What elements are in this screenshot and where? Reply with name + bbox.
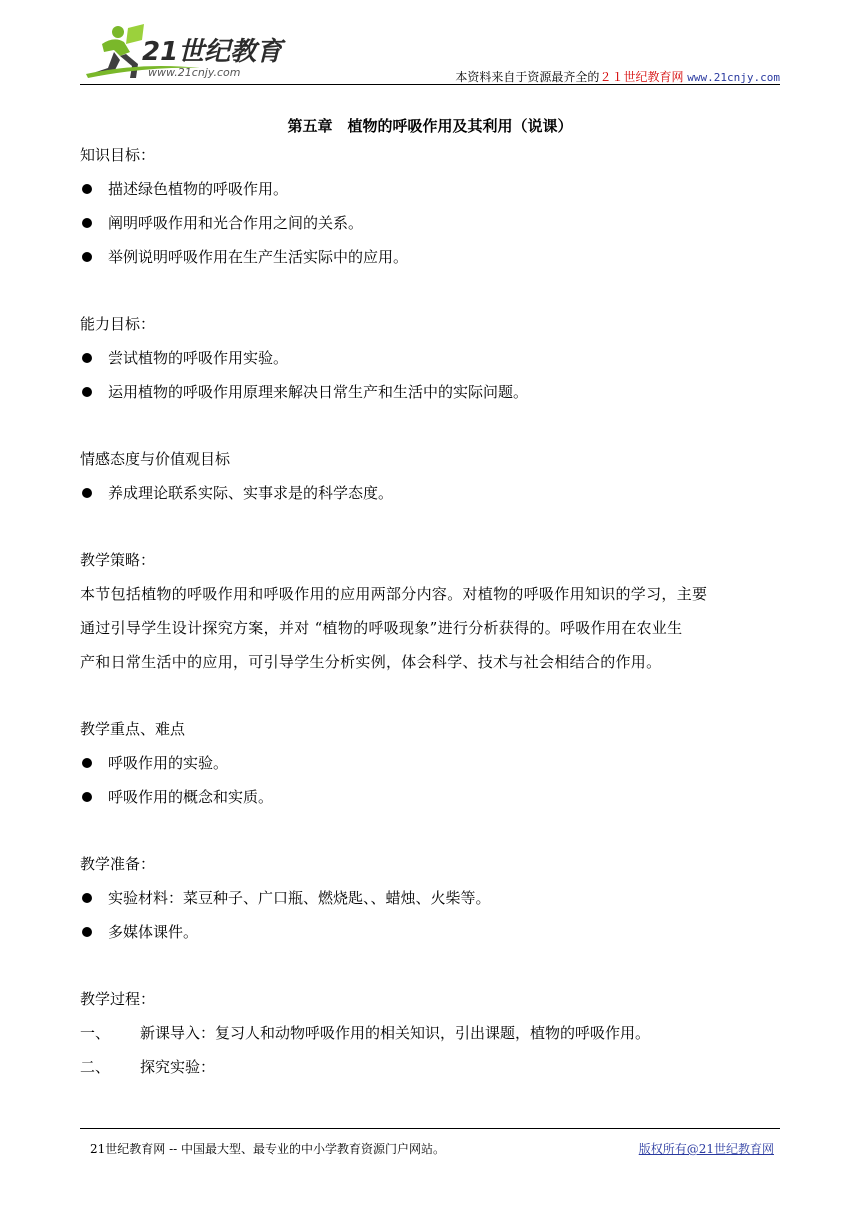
bullet-icon: [82, 792, 92, 802]
list-item: 实验材料：菜豆种子、广口瓶、燃烧匙、、蜡烛、火柴等。: [80, 881, 780, 915]
paragraph-line: 产和日常生活中的应用，可引导学生分析实例，体会科学、技术与社会相结合的作用。: [80, 653, 662, 671]
list-item: 举例说明呼吸作用在生产生活实际中的应用。: [80, 240, 780, 274]
process-step: [80, 1050, 780, 1084]
list-item: 呼吸作用的概念和实质。: [80, 780, 780, 814]
header-source-note: [455, 68, 780, 85]
prep-heading: 教学准备：: [80, 855, 156, 873]
site-logo: [80, 22, 290, 82]
keypoints-heading: 教学重点、难点: [80, 720, 186, 738]
list-item: 多媒体课件。: [80, 915, 780, 949]
footer-tagline: 21世纪教育网 -- 中国最大型、最专业的中小学教育资源门户网站。: [90, 1142, 446, 1156]
list-item: 运用植物的呼吸作用原理来解决日常生产和生活中的实际问题。: [80, 375, 780, 409]
paragraph-line: 本节包括植物的呼吸作用和呼吸作用的应用两部分内容。对植物的呼吸作用知识的学习，主要: [80, 585, 708, 603]
list-item: 描述绿色植物的呼吸作用。: [80, 172, 780, 206]
header-divider: [80, 84, 780, 85]
header-note-brand: ２１世纪教育网: [599, 70, 684, 84]
logo-text: 21世纪教育: [142, 37, 283, 67]
bullet-icon: [82, 387, 92, 397]
list-item: 尝试植物的呼吸作用实验。: [80, 341, 780, 375]
step-number: 二、: [80, 1058, 111, 1076]
bullet-icon: [82, 353, 92, 363]
logo-url: www.21cnjy.com: [148, 66, 241, 79]
paragraph-line: 通过引导学生设计探究方案，并对 “植物的呼吸现象”进行分析获得的。呼吸作用在农业生: [80, 619, 683, 637]
header-note-url[interactable]: www.21cnjy.com: [687, 71, 780, 84]
document-title: 第五章 植物的呼吸作用及其利用（说课）: [287, 117, 573, 135]
page-header: [80, 22, 780, 84]
bullet-icon: [82, 218, 92, 228]
step-text: 新课导入：复习人和动物呼吸作用的相关知识，引出课题，植物的呼吸作用。: [140, 1024, 651, 1042]
header-note-prefix: 本资料来自于资源最齐全的: [455, 70, 600, 84]
process-step: [80, 1016, 780, 1050]
ability-heading: 能力目标：: [80, 315, 156, 333]
bullet-icon: [82, 184, 92, 194]
footer-copyright-link[interactable]: 版权所有@21世纪教育网: [638, 1142, 774, 1156]
footer-divider: [80, 1128, 780, 1129]
strategy-heading: 教学策略：: [80, 551, 156, 569]
knowledge-heading: 知识目标：: [80, 146, 156, 164]
document-body: [80, 114, 780, 1084]
strategy-paragraph: [80, 577, 780, 679]
bullet-icon: [82, 893, 92, 903]
list-item: 呼吸作用的实验。: [80, 746, 780, 780]
list-item: 养成理论联系实际、实事求是的科学态度。: [80, 476, 780, 510]
step-text: 探究实验：: [140, 1058, 216, 1076]
bullet-icon: [82, 758, 92, 768]
step-number: 一、: [80, 1024, 111, 1042]
list-item: 阐明呼吸作用和光合作用之间的关系。: [80, 206, 780, 240]
bullet-icon: [82, 488, 92, 498]
process-heading: 教学过程：: [80, 990, 156, 1008]
emotion-heading: 情感态度与价值观目标: [80, 450, 231, 468]
bullet-icon: [82, 927, 92, 937]
bullet-icon: [82, 252, 92, 262]
